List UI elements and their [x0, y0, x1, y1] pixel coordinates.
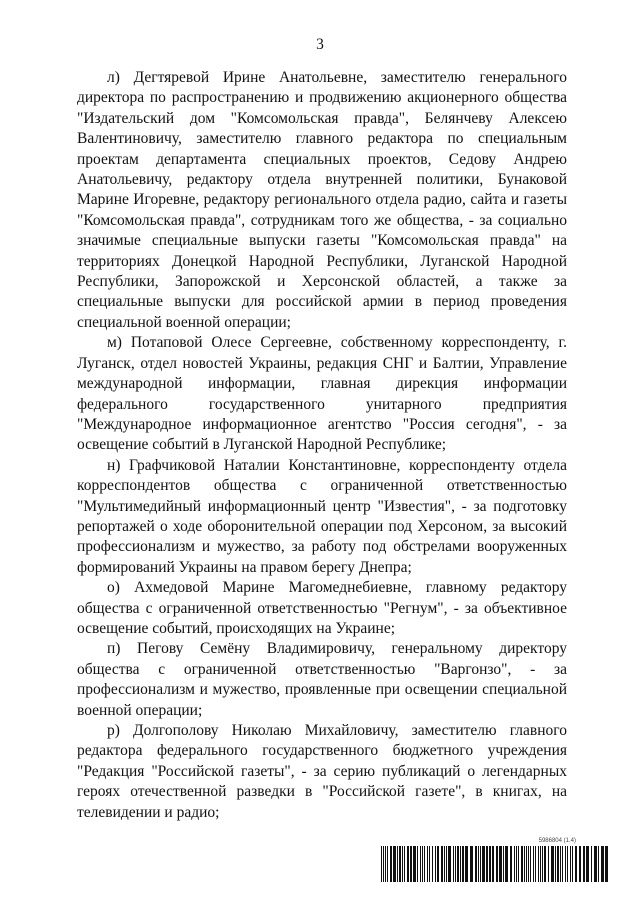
paragraph-p: п) Пегову Семёну Владимировичу, генеральному директору общества с ограниченной ответственностью "Варгонзо", - за профессионализм и мужество, проявленные при освещении специальной военной операции;	[77, 640, 567, 719]
barcode-image	[380, 846, 610, 882]
paragraph-o: о) Ахмедовой Марине Магомеднебиевне, главному редактору общества с ограниченной ответственностью "Регнум", - за объективное освещение событий, происходящих на Украине;	[77, 579, 567, 637]
paragraph-m: м) Потаповой Олесе Сергеевне, собственному корреспонденту, г. Луганск, отдел новостей Украины, редакция СНГ и Балтии, Управление международной информации, главная дирекция информации федерального государственного унитарного предприятия "Международное информационное агентство "Россия сегодня", - за освещение событий в Луганской Народной Республике;	[77, 334, 567, 454]
paragraph-r: р) Долгополову Николаю Михайловичу, заместителю главного редактора федерального государственного бюджетного учреждения "Редакция "Российской газеты", - за серию публикаций о легендарных героях отечественной разведки в "Российской газете", в книгах, на телевидении и радио;	[77, 722, 567, 821]
paragraph-l: л) Дегтяревой Ирине Анатольевне, заместителю генерального директора по распространению и продвижению акционерного общества "Издательский дом "Комсомольская правда", Белянчеву Алексею Валентиновичу, заместителю главного редактора по специальным проектам департамента специальных проектов, Седову Андрею Анатольевичу, редактору отдела внутренней политики, Бунаковой Марине Игоревне, редактору регионального отдела радио, сайта и газеты "Комсомольская правда", сотрудникам того же общества, - за социально значимые специальные выпуски газеты "Комсомольская правда" на территориях Донецкой Народной Республики, Луганской Народной Республики, Запорожской и Херсонской областей, а также за специальные выпуски для российской армии в период проведения специальной военной операции;	[77, 69, 567, 331]
document-body	[77, 68, 567, 823]
document-barcode	[380, 838, 610, 886]
barcode-label: 5986804 (1.4)	[538, 838, 576, 844]
page-number: 3	[316, 36, 324, 53]
paragraph-n: н) Графчиковой Наталии Константиновне, корреспонденту отдела корреспондентов общества с ограниченной ответственностью "Мультимедийный информационный центр "Известия", - за подготовку репортажей о ходе оборонительной операции под Херсоном, за высокий профессионализм и мужество, за работу под обстрелами вооруженных формирований Украины на правом берегу Днепра;	[77, 456, 567, 576]
